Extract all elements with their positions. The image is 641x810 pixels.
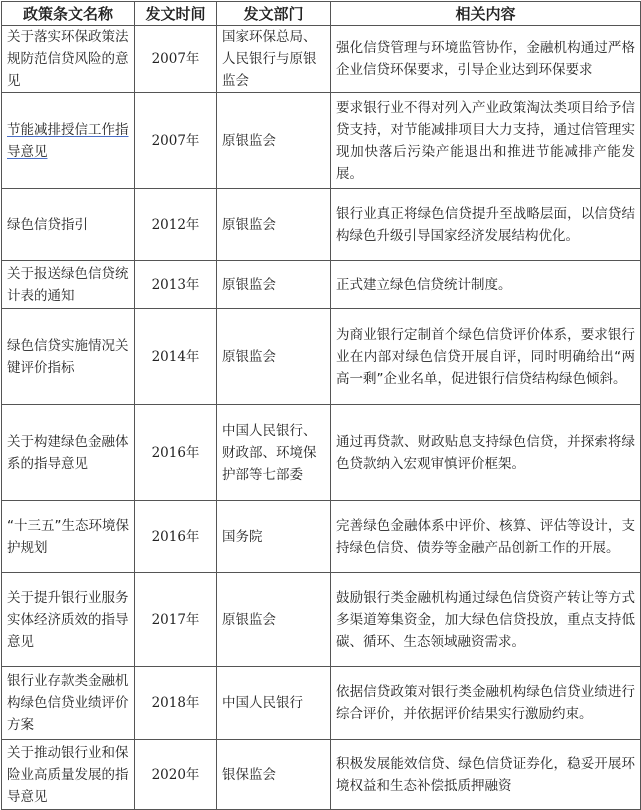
content-cell: 通过再贷款、财政贴息支持绿色信贷，并探索将绿色贷款纳入宏观审慎评价框架。 xyxy=(331,405,641,501)
issue-date-cell: 2016年 xyxy=(135,405,217,501)
issuing-dept-cell: 国务院 xyxy=(217,501,331,573)
issuing-dept-cell: 中国人民银行、财政部、环境保护部等七部委 xyxy=(217,405,331,501)
issue-date-cell: 2007年 xyxy=(135,93,217,189)
table-row xyxy=(2,573,641,667)
policy-name-cell: 绿色信贷指引 xyxy=(2,189,135,261)
issue-date-cell: 2013年 xyxy=(135,261,217,309)
table-row xyxy=(2,93,641,189)
issuing-dept-cell: 原银监会 xyxy=(217,189,331,261)
header-policy-name: 政策条文名称 xyxy=(2,2,135,26)
policy-name-cell xyxy=(2,93,135,189)
policy-name-cell: 绿色信贷实施情况关键评价指标 xyxy=(2,309,135,405)
policy-name-cell: 关于报送绿色信贷统计表的通知 xyxy=(2,261,135,309)
header-related-content: 相关内容 xyxy=(331,2,641,26)
policy-table xyxy=(1,1,641,810)
issue-date-cell: 2014年 xyxy=(135,309,217,405)
content-cell: 鼓励银行类金融机构通过绿色信贷资产转让等方式多渠道筹集资金，加大绿色信贷投放，重点支持低碳、循环、生态领域融资需求。 xyxy=(331,573,641,667)
issuing-dept-cell: 银保监会 xyxy=(217,740,331,810)
issuing-dept-cell: 原银监会 xyxy=(217,261,331,309)
table-row xyxy=(2,189,641,261)
content-cell: 完善绿色金融体系中评价、核算、评估等设计，支持绿色信贷、债券等金融产品创新工作的开展。 xyxy=(331,501,641,573)
table-row xyxy=(2,405,641,501)
content-cell: 银行业真正将绿色信贷提升至战略层面，以信贷结构绿色升级引导国家经济发展结构优化。 xyxy=(331,189,641,261)
issuing-dept-cell: 中国人民银行 xyxy=(217,667,331,740)
issue-date-cell: 2017年 xyxy=(135,573,217,667)
header-row xyxy=(2,2,641,26)
issuing-dept-cell: 国家环保总局、人民银行与原银监会 xyxy=(217,26,331,93)
table-row xyxy=(2,501,641,573)
policy-name-cell: 银行业存款类金融机构绿色信贷业绩评价方案 xyxy=(2,667,135,740)
content-cell: 正式建立绿色信贷统计制度。 xyxy=(331,261,641,309)
issue-date-cell: 2018年 xyxy=(135,667,217,740)
issuing-dept-cell: 原银监会 xyxy=(217,93,331,189)
content-cell: 要求银行业不得对列入产业政策淘汰类项目给予信贷支持，对节能减排项目大力支持，通过信管理实现加快落后污染产能退出和推进节能减排产能发展。 xyxy=(331,93,641,189)
issue-date-cell: 2007年 xyxy=(135,26,217,93)
table-row xyxy=(2,667,641,740)
table-row xyxy=(2,261,641,309)
issuing-dept-cell: 原银监会 xyxy=(217,573,331,667)
issue-date-cell: 2012年 xyxy=(135,189,217,261)
table-row xyxy=(2,26,641,93)
policy-name-text: 节能减排授信工作指导意见 xyxy=(7,121,129,160)
table-row xyxy=(2,740,641,810)
table-row xyxy=(2,309,641,405)
content-cell: 强化信贷管理与环境监管协作，金融机构通过严格企业信贷环保要求，引导企业达到环保要求 xyxy=(331,26,641,93)
policy-name-cell: 关于推动银行业和保险业高质量发展的指导意见 xyxy=(2,740,135,810)
policy-name-cell: 关于落实环保政策法规防范信贷风险的意见 xyxy=(2,26,135,93)
content-cell: 积极发展能效信贷、绿色信贷证券化，稳妥开展环境权益和生态补偿抵质押融资 xyxy=(331,740,641,810)
content-cell: 依据信贷政策对银行类金融机构绿色信贷业绩进行综合评价，并依据评价结果实行激励约束。 xyxy=(331,667,641,740)
content-cell: 为商业银行定制首个绿色信贷评价体系，要求银行业在内部对绿色信贷开展自评，同时明确给出“两高一剩”企业名单，促进银行信贷结构绿色倾斜。 xyxy=(331,309,641,405)
policy-name-cell: “十三五”生态环境保护规划 xyxy=(2,501,135,573)
policy-name-cell: 关于提升银行业服务实体经济质效的指导意见 xyxy=(2,573,135,667)
issue-date-cell: 2020年 xyxy=(135,740,217,810)
issuing-dept-cell: 原银监会 xyxy=(217,309,331,405)
header-issuing-dept: 发文部门 xyxy=(217,2,331,26)
header-issue-date: 发文时间 xyxy=(135,2,217,26)
policy-name-cell: 关于构建绿色金融体系的指导意见 xyxy=(2,405,135,501)
issue-date-cell: 2016年 xyxy=(135,501,217,573)
